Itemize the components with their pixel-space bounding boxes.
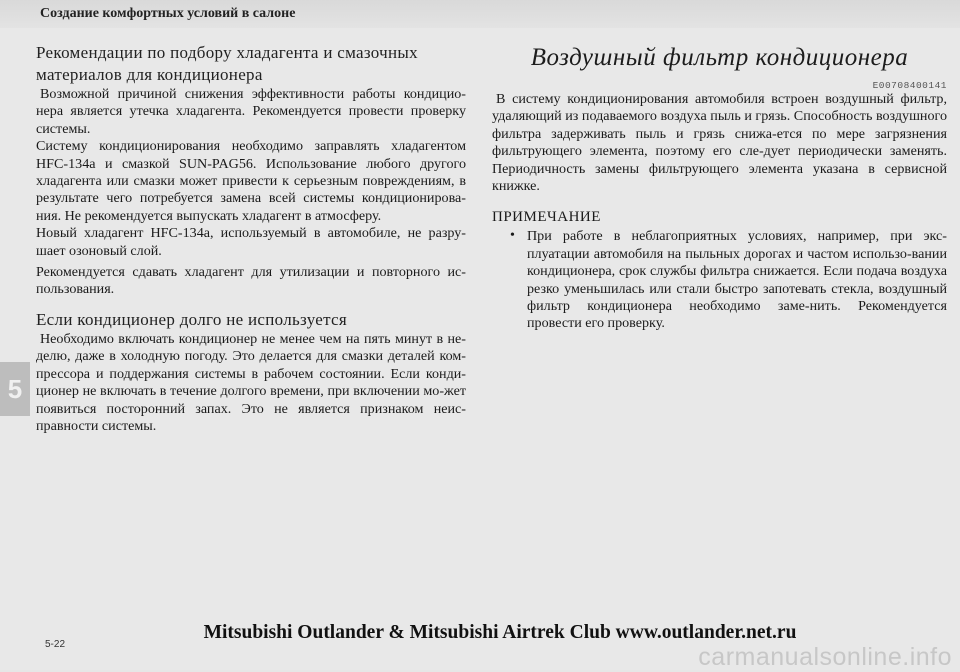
left-column	[36, 42, 466, 435]
filter-title: Воздушный фильтр кондиционера	[530, 44, 909, 71]
note-title: ПРИМЕЧАНИЕ	[492, 209, 601, 226]
section-header: Создание комфортных условий в салоне	[40, 6, 296, 21]
right-column	[492, 44, 947, 333]
filter-paragraph: В систему кондиционирования автомобиля встроен воздушный фильтр, удаляющий из подаваемого воздуха пыль и грязь. Способность воздушного фильтра задерживать пыль и грязь снижа-ется по мере загрязнения фильтрующего элемента, поэтому его сле-дует периодически заменять. Периодичность замены фильтрующего элемента указана в сервисной книжке.	[492, 91, 947, 195]
note-list-item	[492, 228, 947, 332]
refrigerant-paragraph-4: Рекомендуется сдавать хладагент для утилизации и повторного ис-пользования.	[36, 264, 466, 298]
refrigerant-paragraph-3: Новый хладагент HFC-134a, используемый в автомобиле, не разру-шает озоновый слой.	[36, 225, 466, 259]
note-text: При работе в неблагоприятных условиях, например, при экс-плуатации автомобиля на пыльных дорогах и частом использо-вании кондиционера, срок службы фильтра снижается. Если подача воздуха резко уменьшилась или стали быстро запотевать стекла, воздушный фильтр кондиционера необходимо заме-нить. Рекомендуется провести его проверку.	[527, 228, 947, 332]
section-header-bar	[0, 0, 960, 28]
unused-heading: Если кондиционер долго не используется	[36, 309, 348, 329]
refrigerant-heading: Рекомендации по подбору хладагента и смазочных материалов для кондиционера	[36, 43, 418, 84]
page-number: 5-22	[45, 639, 66, 650]
chapter-tab: 5	[0, 362, 30, 416]
unused-paragraph: Необходимо включать кондиционер не менее чем на пять минут в не-делю, даже в холодную погоду. Это делается для смазки деталей ком-прессора и поддержания системы в рабочем состоянии. Если конди-ционер не включать в течение долгого времени, при включении мо-жет появиться посторонний запах. Это не является признаком неис-правности системы.	[36, 330, 466, 434]
reference-code: E00708400141	[872, 80, 947, 91]
watermark: carmanualsonline.info	[698, 643, 952, 671]
refrigerant-paragraph-1: Возможной причиной снижения эффективности работы кондицио-нера является утечка хладагента. Рекомендуется провести проверку системы.	[36, 86, 466, 137]
footer-banner: Mitsubishi Outlander & Mitsubishi Airtrek Club www.outlander.net.ru	[203, 622, 797, 643]
refrigerant-paragraph-2: Систему кондиционирования необходимо заправлять хладагентом HFC-134a и смазкой SUN-PAG56. Использование любого другого хладагента или смазки может привести к серьезным повреждениям, в результате чего потребуется замена всей системы кондиционирова-ния. Не рекомендуется выпускать хладагент в атмосферу.	[36, 138, 466, 224]
bullet-icon: •	[510, 228, 515, 244]
